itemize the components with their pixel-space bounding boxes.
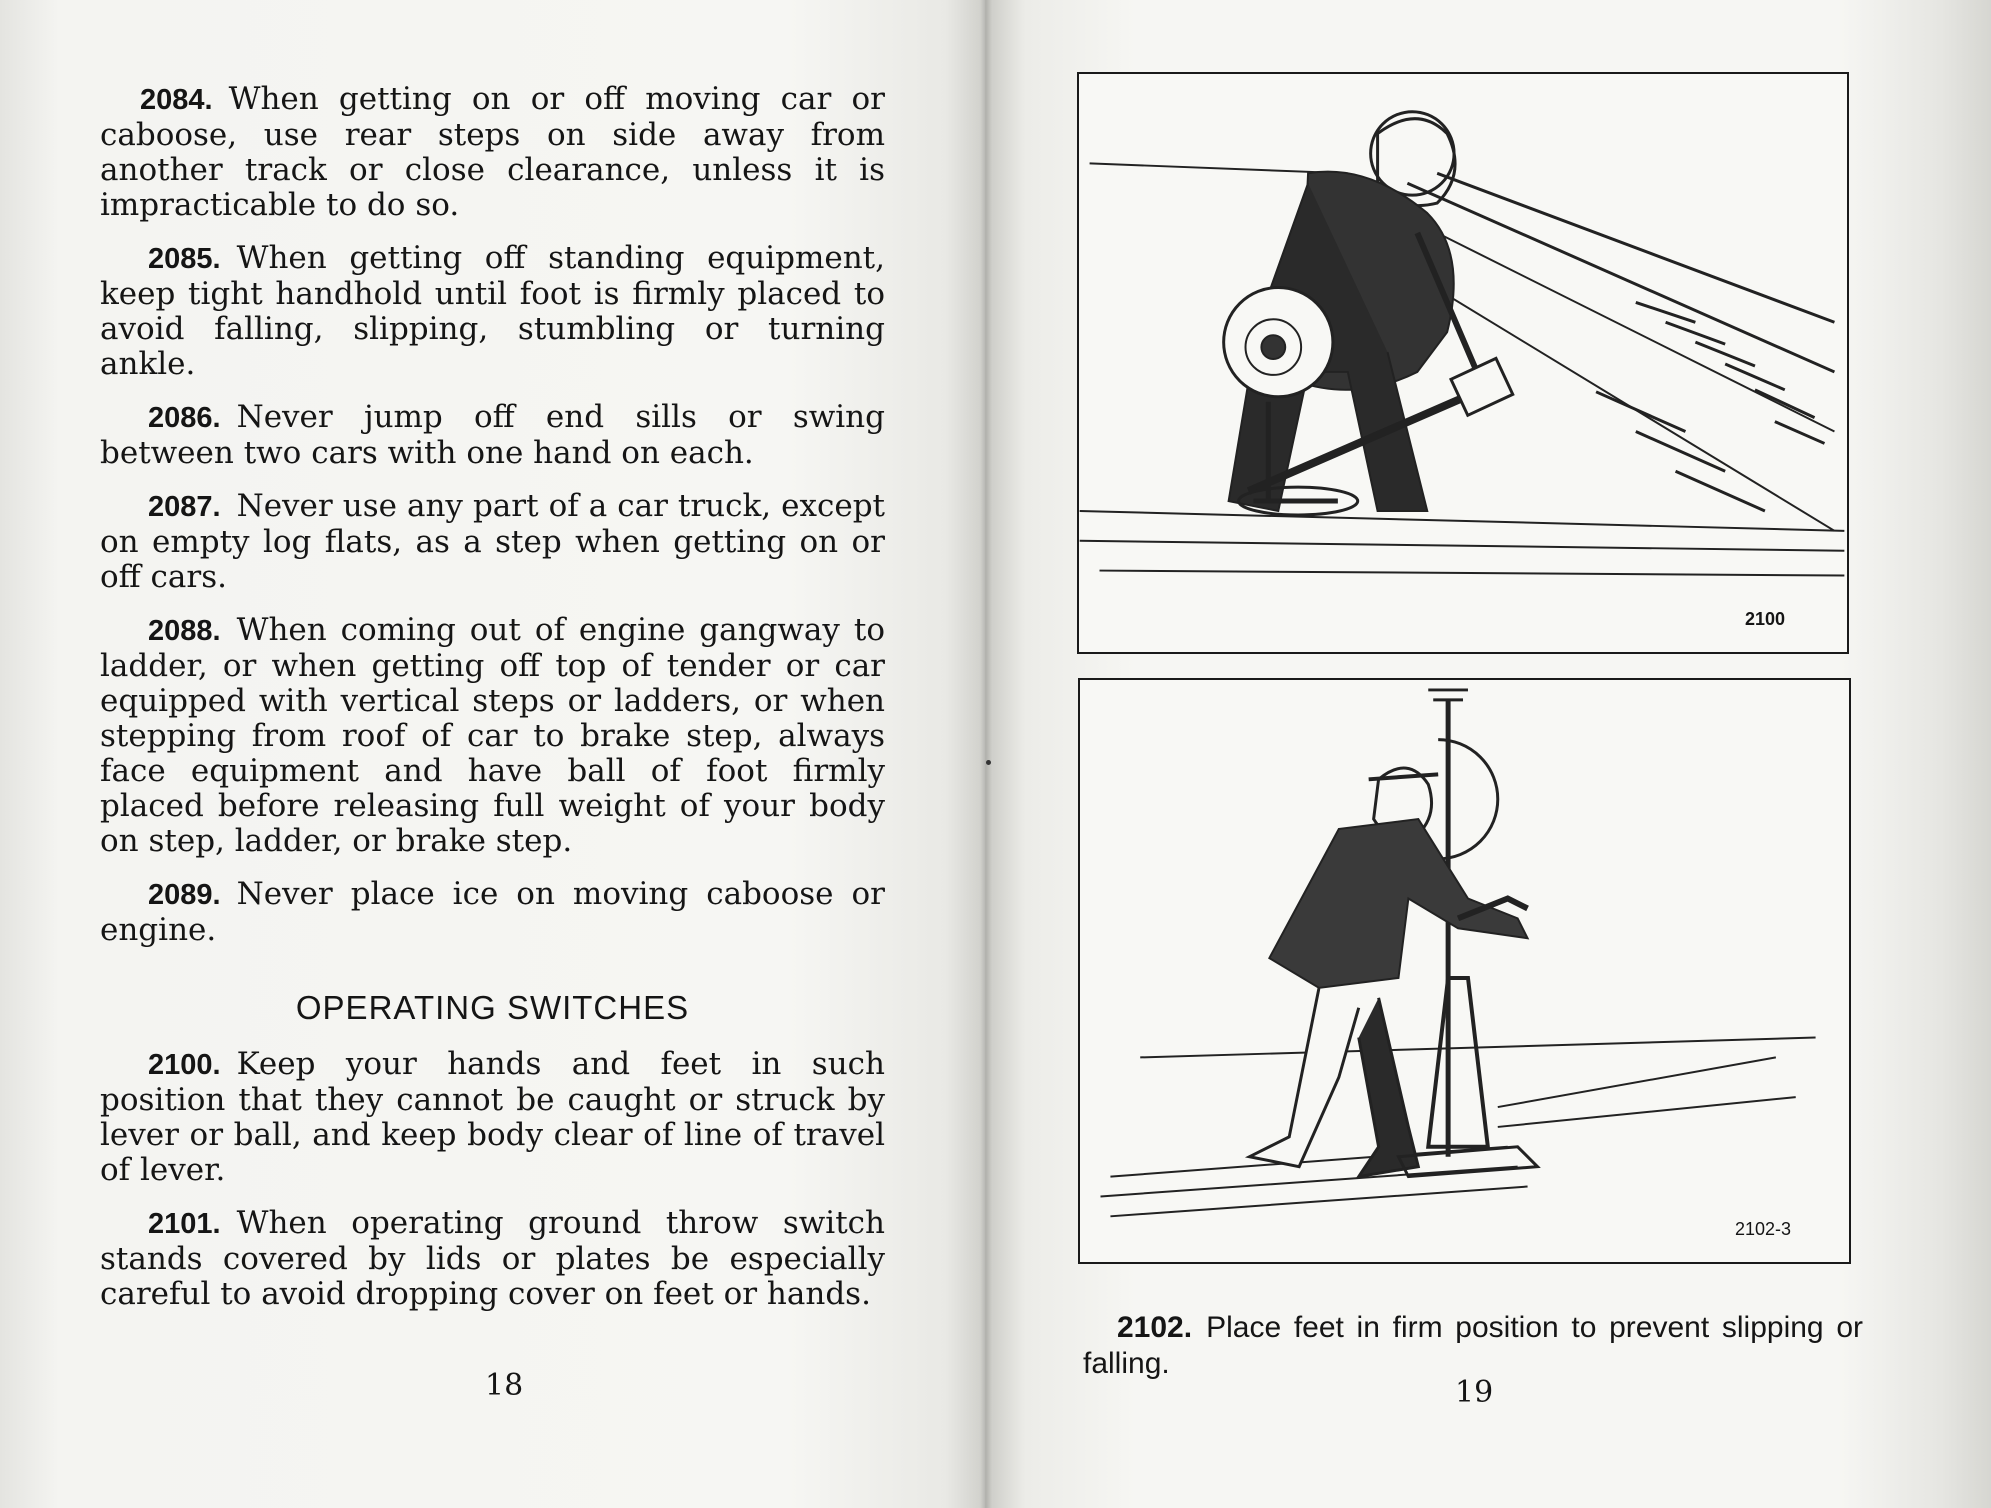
illustration-worker-throwing-switch-stand-icon — [1080, 680, 1849, 1262]
book-gutter — [980, 0, 992, 1508]
figure-id-2102-3: 2102-3 — [1734, 1219, 1791, 1239]
left-page — [0, 0, 985, 1508]
rule-2089: 2089. Never place ice on moving caboose or engine. — [100, 876, 885, 948]
rule-2102-caption: 2102. Place feet in firm position to prevent slipping or falling. — [1083, 1311, 1863, 1380]
illustration-worker-operating-switch-lever-icon — [1079, 74, 1847, 652]
rule-2084: 2084. When getting on or off moving car or caboose, use rear steps on side away from another track or close clearance, unless it is impracticable to do so. — [100, 81, 885, 223]
rule-2085: 2085. When getting off standing equipment, keep tight handhold until foot is firmly placed to avoid falling, slipping, stumbling or turning ankle. — [100, 240, 885, 382]
section-heading: OPERATING SWITCHES — [295, 989, 690, 1026]
figure-2102-3 — [1078, 678, 1851, 1264]
margin-mark — [986, 760, 991, 765]
page-number-right: 19 — [1455, 1375, 1494, 1410]
rule-2086: 2086. Never jump off end sills or swing between two cars with one hand on each. — [100, 399, 885, 471]
rule-2088: 2088. When coming out of engine gangway to ladder, or when getting off top of tender or car equipped with vertical steps or ladders, or when stepping from roof of car to brake step, always face equipment and have ball of foot firmly placed before releasing full weight of your body on step, ladder, or brake step. — [100, 612, 885, 859]
rule-2101: 2101. When operating ground throw switch stands covered by lids or plates be especially careful to avoid dropping cover on feet or hands. — [100, 1205, 885, 1312]
figure-id-2100: 2100 — [1744, 609, 1785, 629]
rule-2100: 2100. Keep your hands and feet in such position that they cannot be caught or struck by lever or ball, and keep body clear of line of travel of lever. — [100, 1046, 885, 1188]
page-number-left: 18 — [485, 1368, 524, 1403]
rule-2087: 2087. Never use any part of a car truck, except on empty log flats, as a step when getting on or off cars. — [100, 488, 885, 595]
left-page-text — [100, 82, 885, 1330]
figure-2100 — [1077, 72, 1849, 654]
